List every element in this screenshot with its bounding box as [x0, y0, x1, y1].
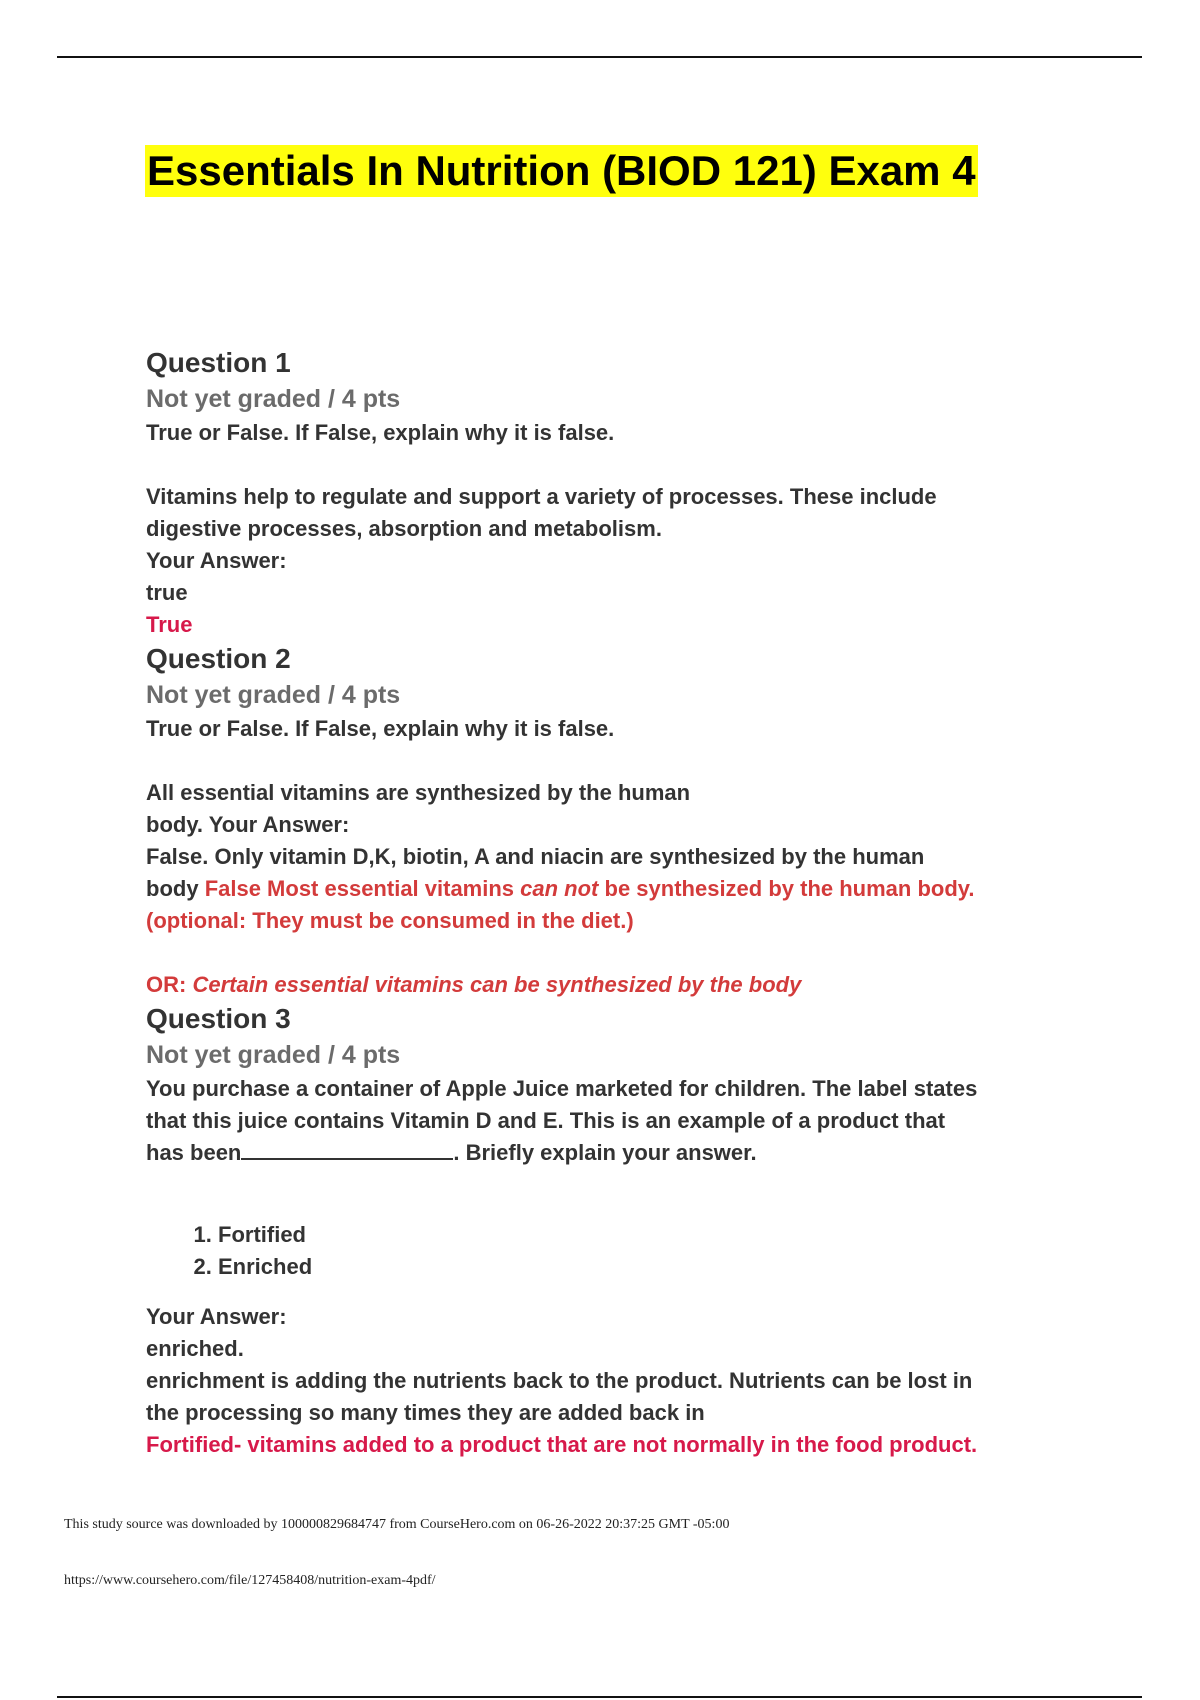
- alternative-text: Certain essential vitamins can be synthesized by the body: [192, 972, 802, 997]
- grade-status: Not yet graded / 4 pts: [146, 1041, 401, 1069]
- grade-status: Not yet graded / 4 pts: [146, 385, 401, 413]
- top-rule: [57, 56, 1142, 58]
- option-item: 2. Enriched: [218, 1251, 1096, 1283]
- prompt-text: . Briefly explain your answer.: [453, 1140, 757, 1165]
- student-answer: true: [146, 580, 188, 605]
- grade-status: Not yet graded / 4 pts: [146, 681, 401, 709]
- student-answer: body: [146, 876, 199, 901]
- question-heading: Question 1: [146, 347, 291, 378]
- student-answer: False. Only vitamin D,K, biotin, A and niacin are synthesized by the human: [146, 844, 925, 869]
- your-answer-label: Your Answer:: [146, 1304, 287, 1329]
- question-prompt: True or False. If False, explain why it is false.: [146, 716, 615, 741]
- answer-key: True: [146, 612, 193, 637]
- question-prompt: that this juice contains Vitamin D and E. This is an example of a product that: [146, 1108, 946, 1133]
- student-explanation: enrichment is adding the nutrients back to the product. Nutrients can be lost in: [146, 1368, 973, 1393]
- question-2: [146, 641, 1096, 1001]
- source-url[interactable]: https://www.coursehero.com/file/127458408/nutrition-exam-4pdf/: [64, 1573, 436, 1588]
- student-answer: enriched.: [146, 1336, 244, 1361]
- question-statement: body. Your Answer:: [146, 812, 350, 837]
- question-statement: Vitamins help to regulate and support a variety of processes. These include: [146, 484, 937, 509]
- answer-key: Fortified- vitamins added to a product that are not normally in the food product.: [146, 1432, 978, 1457]
- question-1: [146, 345, 1096, 641]
- download-source-note: This study source was downloaded by 100000829684747 from CourseHero.com on 06-26-2022 20:37:25 GMT -05:00: [64, 1517, 730, 1532]
- answer-options: [146, 1219, 1096, 1283]
- fill-in-blank: [241, 1140, 453, 1160]
- option-item: 1. Fortified: [218, 1219, 1096, 1251]
- your-answer-label: Your Answer:: [146, 548, 287, 573]
- question-prompt: [146, 1137, 1096, 1169]
- question-statement: digestive processes, absorption and metabolism.: [146, 516, 662, 541]
- question-prompt: You purchase a container of Apple Juice marketed for children. The label states: [146, 1076, 978, 1101]
- question-heading: Question 3: [146, 1003, 291, 1034]
- question-statement: All essential vitamins are synthesized by the human: [146, 780, 691, 805]
- exam-content: [146, 345, 1096, 1461]
- question-heading: Question 2: [146, 643, 291, 674]
- answer-key-emphasis: can not: [520, 876, 599, 901]
- answer-key: be synthesized by the human body.: [604, 876, 975, 901]
- question-3: [146, 1001, 1096, 1461]
- answer-key: False Most essential vitamins: [204, 876, 515, 901]
- prompt-text: has been: [146, 1140, 242, 1165]
- page-title: Essentials In Nutrition (BIOD 121) Exam 4: [145, 145, 978, 197]
- answer-key-alternative: [146, 969, 1096, 1001]
- question-prompt: True or False. If False, explain why it is false.: [146, 420, 615, 445]
- or-label: OR:: [146, 972, 187, 997]
- answer-key-optional: (optional: They must be consumed in the diet.): [146, 908, 634, 933]
- student-answer-with-key: [146, 873, 1096, 905]
- bottom-rule: [57, 1696, 1142, 1698]
- student-explanation: the processing so many times they are added back in: [146, 1400, 705, 1425]
